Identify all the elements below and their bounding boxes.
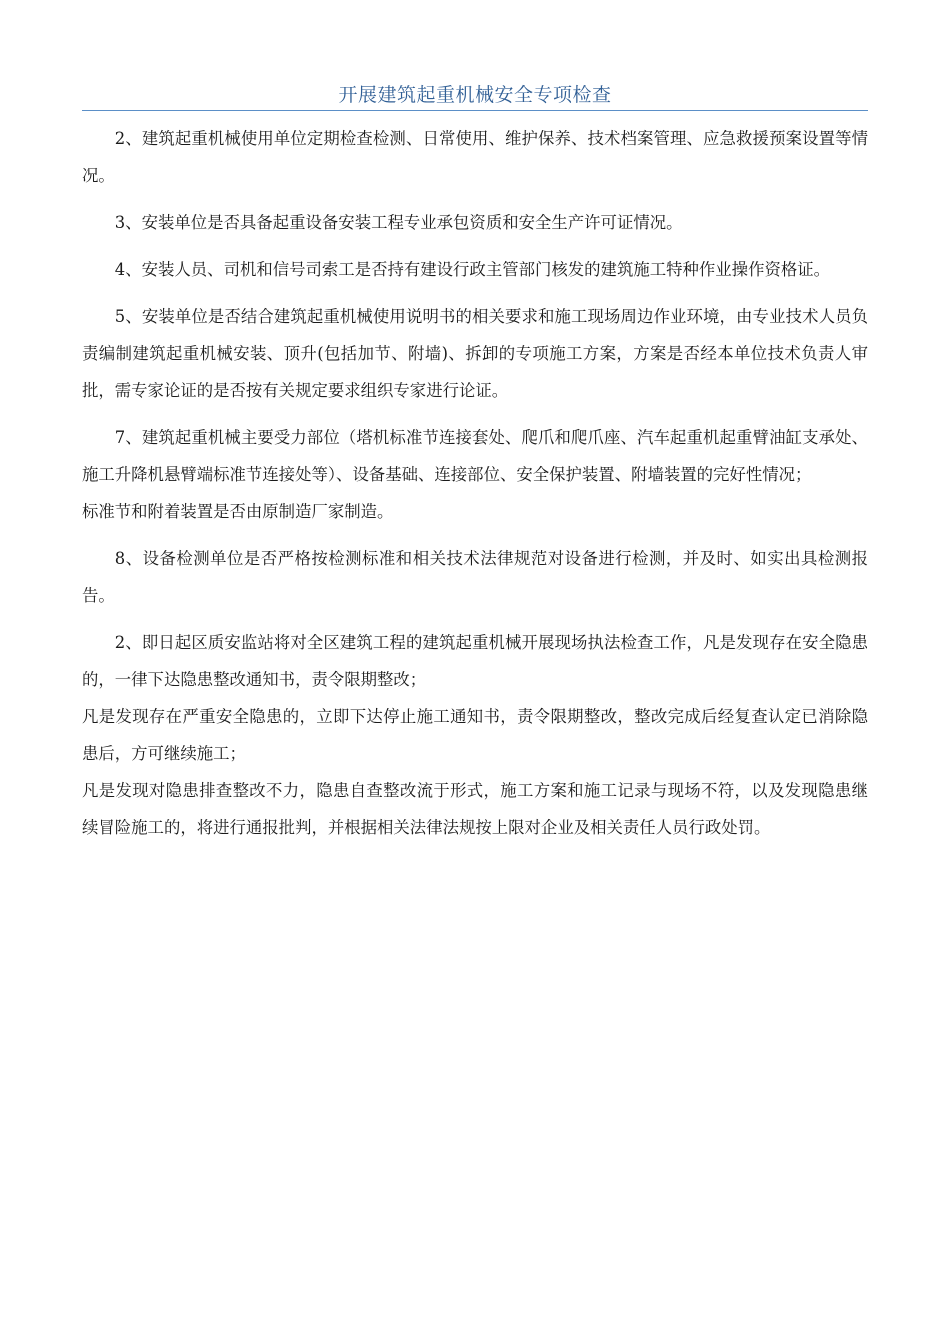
paragraph-item-7: 7、建筑起重机械主要受力部位（塔机标准节连接套处、爬爪和爬爪座、汽车起重机起重臂油缸支承处、施工升降机悬臂端标准节连接处等）、设备基础、连接部位、安全保护装置、附墙装置的完好性情况； — [82, 428, 868, 484]
paragraph-item-8: 8、设备检测单位是否严格按检测标准和相关技术法律规范对设备进行检测，并及时、如实出具检测报告。 — [82, 549, 868, 605]
paragraph-continuation: 标准节和附着装置是否由原制造厂家制造。 — [82, 502, 394, 521]
page-header — [82, 80, 868, 111]
page-title: 开展建筑起重机械安全专项检查 — [338, 84, 612, 106]
paragraph-serious-hazard: 凡是发现存在严重安全隐患的，立即下达停止施工通知书，责令限期整改，整改完成后经复查认定已消除隐患后，方可继续施工； — [82, 707, 868, 763]
document-body — [82, 120, 868, 846]
paragraph-item-2: 2、建筑起重机械使用单位定期检查检测、日常使用、维护保养、技术档案管理、应急救援预案设置等情况。 — [82, 129, 868, 185]
paragraph-penalty: 凡是发现对隐患排查整改不力，隐患自查整改流于形式，施工方案和施工记录与现场不符，以及发现隐患继续冒险施工的，将进行通报批判，并根据相关法律法规按上限对企业及相关责任人员行政处罚。 — [82, 781, 868, 837]
paragraph-enforcement: 2、即日起区质安监站将对全区建筑工程的建筑起重机械开展现场执法检查工作，凡是发现存在安全隐患的，一律下达隐患整改通知书，责令限期整改； — [82, 633, 868, 689]
paragraph-item-3: 3、安装单位是否具备起重设备安装工程专业承包资质和安全生产许可证情况。 — [114, 213, 683, 232]
paragraph-item-5: 5、安装单位是否结合建筑起重机械使用说明书的相关要求和施工现场周边作业环境，由专业技术人员负责编制建筑起重机械安装、顶升(包括加节、附墙)、拆卸的专项施工方案，方案是否经本单位技术负责人审批，需专家论证的是否按有关规定要求组织专家进行论证。 — [82, 307, 868, 400]
paragraph-item-4: 4、安装人员、司机和信号司索工是否持有建设行政主管部门核发的建筑施工特种作业操作资格证。 — [114, 260, 831, 279]
